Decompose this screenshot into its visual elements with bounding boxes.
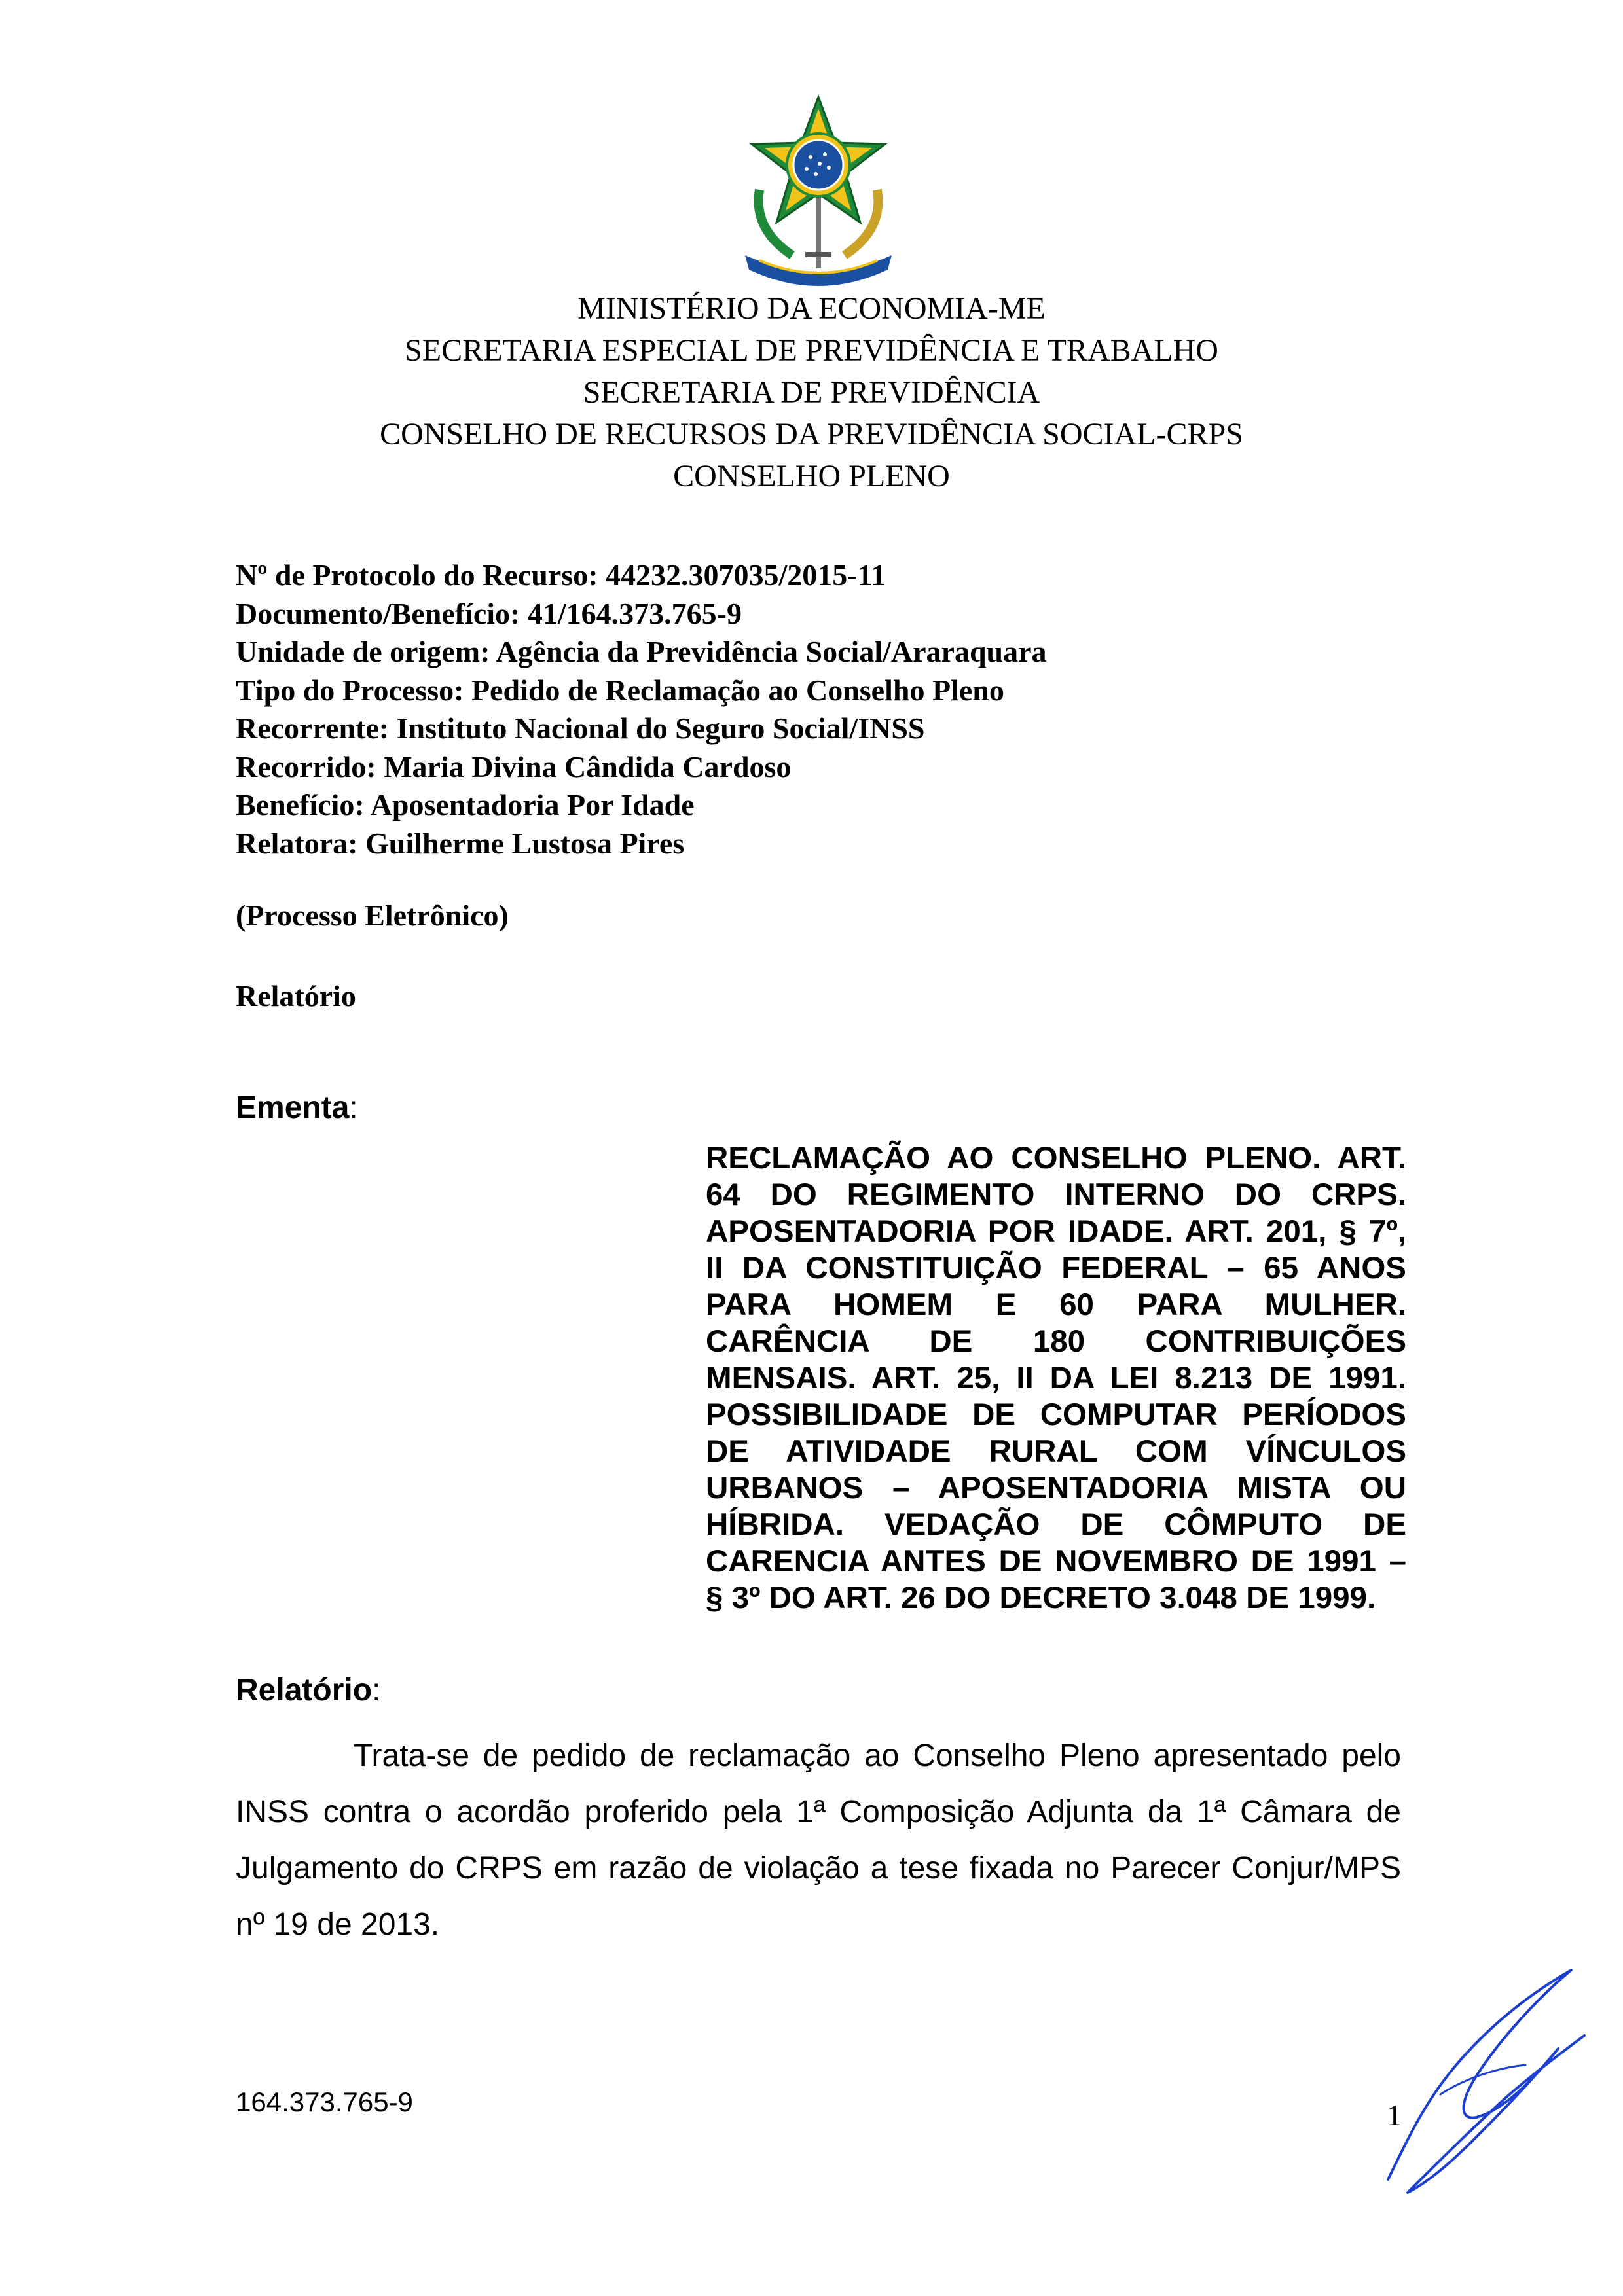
meta-label: Recorrente: bbox=[236, 711, 390, 745]
meta-label: Documento/Benefício: bbox=[236, 596, 520, 630]
ementa-colon: : bbox=[349, 1090, 358, 1125]
ementa-text: RECLAMAÇÃO AO CONSELHO PLENO. ART. 64 DO REGIMENTO INTERNO DO CRPS. APOSENTADORIA POR IDADE. ART. 201, § 7º, II DA CONSTITUIÇÃO FEDERAL – 65 ANOS PARA HOMEM E 60 PARA MULHER. CARÊNCIA DE 180 CONTRIBUIÇÕES MENSAIS. ART. 25, II DA LEI 8.213 DE 1991. POSSIBILIDADE DE COMPUTAR PERÍODOS DE ATIVIDADE RURAL COM VÍNCULOS URBANOS – APOSENTADORIA MISTA OU HÍBRIDA. VEDAÇÃO DE CÔMPUTO DE CARENCIA ANTES DE NOVEMBRO DE 1991 – § 3º DO ART. 26 DO DECRETO 3.048 DE 1999. bbox=[706, 1141, 1406, 1615]
meta-label: Nº de Protocolo do Recurso: bbox=[236, 558, 598, 592]
relatorio-paragraph: Trata-se de pedido de reclamação ao Conselho Pleno apresentado pelo INSS contra o acordão proferido pela 1ª Composição Adjunta da 1ª Câmara de Julgamento do CRPS em razão de violação a tese fixada no Parecer Conjur/MPS nº 19 de 2013. bbox=[236, 1738, 1401, 1942]
meta-row-document bbox=[236, 595, 1047, 634]
brazil-coat-of-arms-icon bbox=[733, 92, 903, 288]
header-line-secretariat: SECRETARIA DE PREVIDÊNCIA bbox=[583, 375, 1040, 410]
relatorio-section-title: Relatório bbox=[236, 1673, 373, 1708]
ementa-title: Ementa bbox=[236, 1090, 350, 1125]
meta-row-origin-unit bbox=[236, 633, 1047, 672]
meta-value: Aposentadoria Por Idade bbox=[370, 788, 695, 821]
footer-document-number: 164.373.765-9 bbox=[236, 2087, 413, 2117]
process-metadata bbox=[236, 556, 1047, 863]
meta-label: Unidade de origem: bbox=[236, 635, 490, 668]
relatorio-section-colon: : bbox=[372, 1673, 381, 1708]
meta-row-appellee bbox=[236, 748, 1047, 787]
relatorio-heading: Relatório bbox=[236, 979, 356, 1013]
meta-row-process-type bbox=[236, 672, 1047, 710]
header-line-special-secretariat: SECRETARIA ESPECIAL DE PREVIDÊNCIA E TRABALHO bbox=[405, 333, 1218, 368]
meta-row-benefit bbox=[236, 786, 1047, 825]
meta-row-appellant bbox=[236, 709, 1047, 748]
handwritten-signature bbox=[1362, 1957, 1611, 2206]
meta-label: Benefício: bbox=[236, 788, 365, 821]
header-line-plenary: CONSELHO PLENO bbox=[673, 459, 950, 493]
meta-label: Recorrido: bbox=[236, 749, 376, 783]
document-header bbox=[0, 288, 1623, 497]
header-line-council: CONSELHO DE RECURSOS DA PREVIDÊNCIA SOCIAL-CRPS bbox=[380, 417, 1243, 452]
meta-value: Instituto Nacional do Seguro Social/INSS bbox=[396, 711, 925, 745]
meta-value: Pedido de Reclamação ao Conselho Pleno bbox=[471, 673, 1004, 707]
meta-value: Maria Divina Cândida Cardoso bbox=[384, 749, 792, 783]
meta-label: Relatora: bbox=[236, 826, 358, 860]
meta-label: Tipo do Processo: bbox=[236, 673, 464, 707]
relatorio-section-heading bbox=[236, 1672, 380, 1708]
meta-value: Guilherme Lustosa Pires bbox=[365, 826, 685, 860]
processo-eletronico-note: (Processo Eletrônico) bbox=[236, 899, 509, 932]
ementa-heading bbox=[236, 1090, 358, 1126]
page-number: 1 bbox=[1387, 2098, 1402, 2132]
meta-value: Agência da Previdência Social/Araraquara bbox=[496, 635, 1047, 668]
header-line-ministry: MINISTÉRIO DA ECONOMIA-ME bbox=[577, 291, 1046, 326]
meta-value: 44232.307035/2015-11 bbox=[605, 558, 886, 592]
meta-row-protocol bbox=[236, 556, 1047, 595]
meta-value: 41/164.373.765-9 bbox=[527, 596, 742, 630]
meta-row-rapporteur bbox=[236, 825, 1047, 863]
